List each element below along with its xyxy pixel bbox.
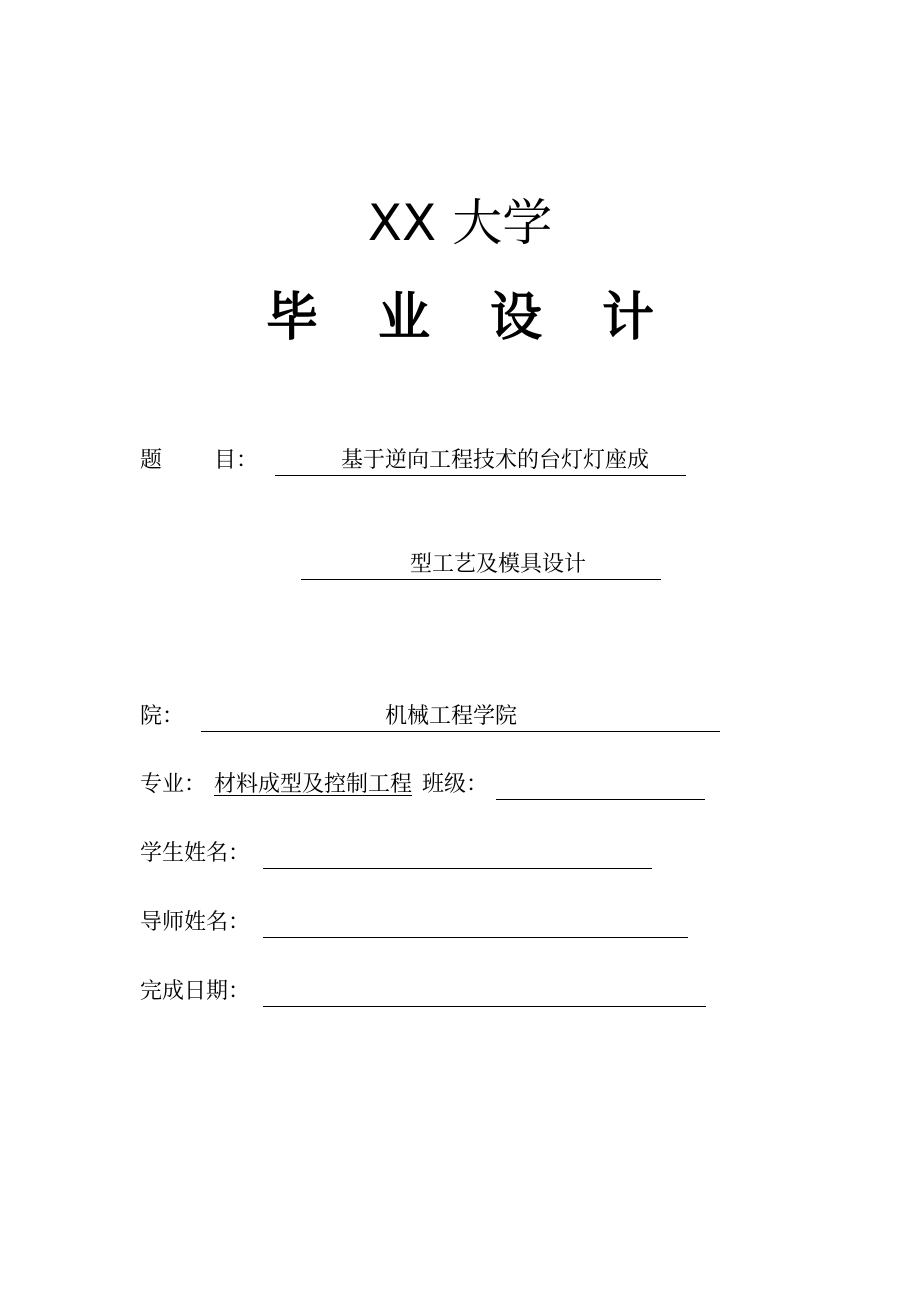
date-row <box>0 977 920 1009</box>
student-name-field[interactable] <box>263 839 652 869</box>
title-label-colon: 目： <box>214 448 259 473</box>
college-label: 院： <box>140 704 185 729</box>
major-value[interactable]: 材料成型及控制工程 <box>214 772 413 797</box>
completion-date-label: 完成日期： <box>140 979 251 1004</box>
student-name-label: 学生姓名： <box>140 841 251 866</box>
title-value-line-2: 型工艺及模具设计 <box>410 552 587 577</box>
doc-type-char-1: 毕 <box>265 288 318 348</box>
title-row-2 <box>0 550 920 582</box>
doc-type-char-3: 设 <box>489 288 542 348</box>
major-label: 专业： <box>140 772 207 797</box>
college-field[interactable] <box>201 702 720 732</box>
major-row <box>0 770 920 802</box>
title-line-1[interactable] <box>275 446 686 476</box>
title-row <box>0 446 920 478</box>
doc-type-char-2: 业 <box>377 288 430 348</box>
document-type-title <box>0 284 920 352</box>
title-label-char: 题 <box>140 448 163 473</box>
student-row <box>0 839 920 871</box>
college-row <box>0 702 920 734</box>
class-label: 班级： <box>422 772 489 797</box>
title-line-2[interactable] <box>301 550 661 580</box>
completion-date-field[interactable] <box>263 977 706 1007</box>
title-value-line-1: 基于逆向工程技术的台灯灯座成 <box>341 448 650 473</box>
doc-type-char-4: 计 <box>601 288 654 348</box>
college-value: 机械工程学院 <box>385 704 518 729</box>
advisor-name-field[interactable] <box>263 908 688 938</box>
advisor-name-label: 导师姓名： <box>140 910 251 935</box>
class-field[interactable] <box>496 770 705 800</box>
university-name: XX 大学 <box>367 194 553 252</box>
advisor-row <box>0 908 920 940</box>
